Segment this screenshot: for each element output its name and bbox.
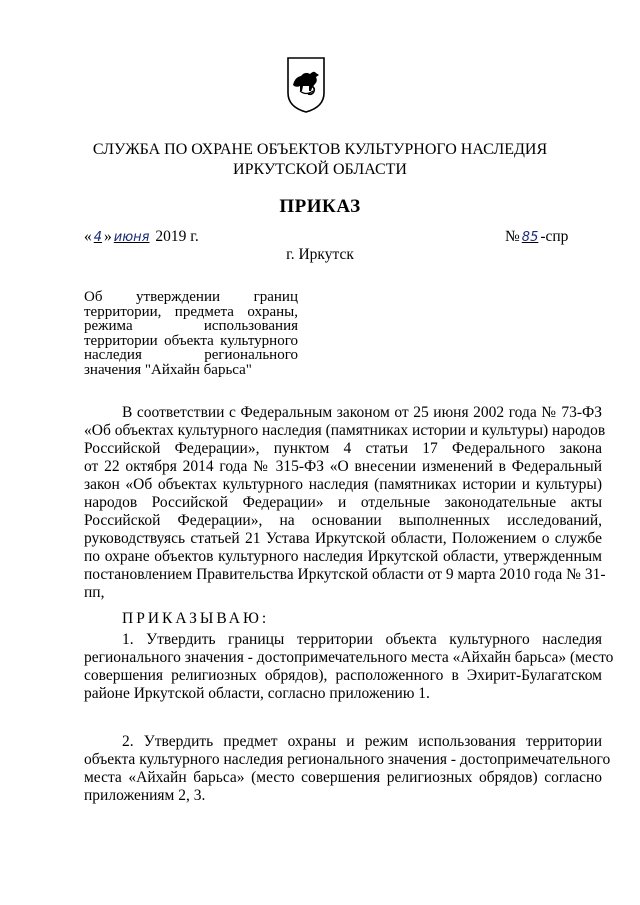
organization-name-line2: ИРКУТСКОЙ ОБЛАСТИ [233,161,407,178]
paragraph-line: 1. Утвердить границы территории объекта культурного наследия [122,631,602,648]
paragraph-line: Российской Федерации», пунктом 4 статьи 17 Федерального закона [84,440,602,457]
paragraph-line: пп, [84,584,105,601]
order-date [84,228,199,246]
paragraph-line: Российской Федерации», на основании выполненных исследований, [84,512,602,529]
preamble-paragraph [84,404,606,602]
paragraph-line: руководствуясь статьей 21 Устава Иркутской области, Положением о службе [84,530,602,547]
subject-line: Об утверждении границ [84,289,298,305]
paragraph-line: регионального значения - достопримечательного места «Айхайн барьса» (место [84,649,614,666]
order-directive-word: ПРИКАЗЫВАЮ: [122,610,270,627]
document-type-title: ПРИКАЗ [279,196,361,217]
subject-line: территории, предмета охраны, [84,303,298,320]
paragraph-line: по охране объектов культурного наследия Иркутской области, утвержденным [84,548,602,565]
coat-of-arms-emblem [285,53,327,115]
subject-line: режима использования [84,318,298,334]
paragraph-line: закон «Об объектах культурного наследия (памятниках истории и культуры) [84,476,602,493]
subject-line: значения "Айхайн барьса" [84,361,252,378]
issue-city: г. Иркутск [286,246,354,263]
order-item-1 [84,631,614,703]
paragraph-line: объекта культурного наследия регионального значения - достопримечательного [84,751,611,768]
number-prefix: № [505,228,520,245]
order-subject [84,290,298,377]
subject-line: территории объекта культурного [84,332,298,349]
subject-line: наследия регионального [84,347,298,363]
paragraph-line: 2. Утвердить предмет охраны и режим использования территории [122,733,602,750]
paragraph-line: от 22 октября 2014 года № 315-ФЗ «О внесении изменений в Федеральный [84,458,602,475]
date-day-handwritten: 4 [93,230,103,245]
organization-name-line1: СЛУЖБА ПО ОХРАНЕ ОБЪЕКТОВ КУЛЬТУРНОГО НАСЛЕДИЯ [92,141,548,158]
paragraph-line: места «Айхайн барьса» (место совершения религиозных обрядов) согласно [84,769,602,786]
paragraph-line: народов Российской Федерации» и отдельные законодательные акты [84,494,602,511]
order-item-2 [84,733,611,805]
date-open-quote: « [84,228,92,245]
paragraph-line: совершения религиозных обрядов), расположенного в Эхирит-Булагатском [84,667,602,684]
paragraph-line: районе Иркутской области, согласно приложению 1. [84,685,430,702]
order-number [505,228,568,246]
paragraph-line: приложениям 2, 3. [84,787,206,804]
date-month-handwritten: июня [113,230,150,245]
paragraph-line: постановлением Правительства Иркутской области от 9 марта 2010 года № 31- [84,566,606,583]
paragraph-line: В соответствии с Федеральным законом от 25 июня 2002 года № 73-ФЗ [122,404,602,421]
date-close-quote: » [104,228,112,245]
number-suffix: -спр [540,228,569,245]
number-value-handwritten: 85 [521,230,539,245]
paragraph-line: «Об объектах культурного наследия (памятниках истории и культуры) народов [84,422,606,439]
date-year: 2019 г. [155,228,199,245]
